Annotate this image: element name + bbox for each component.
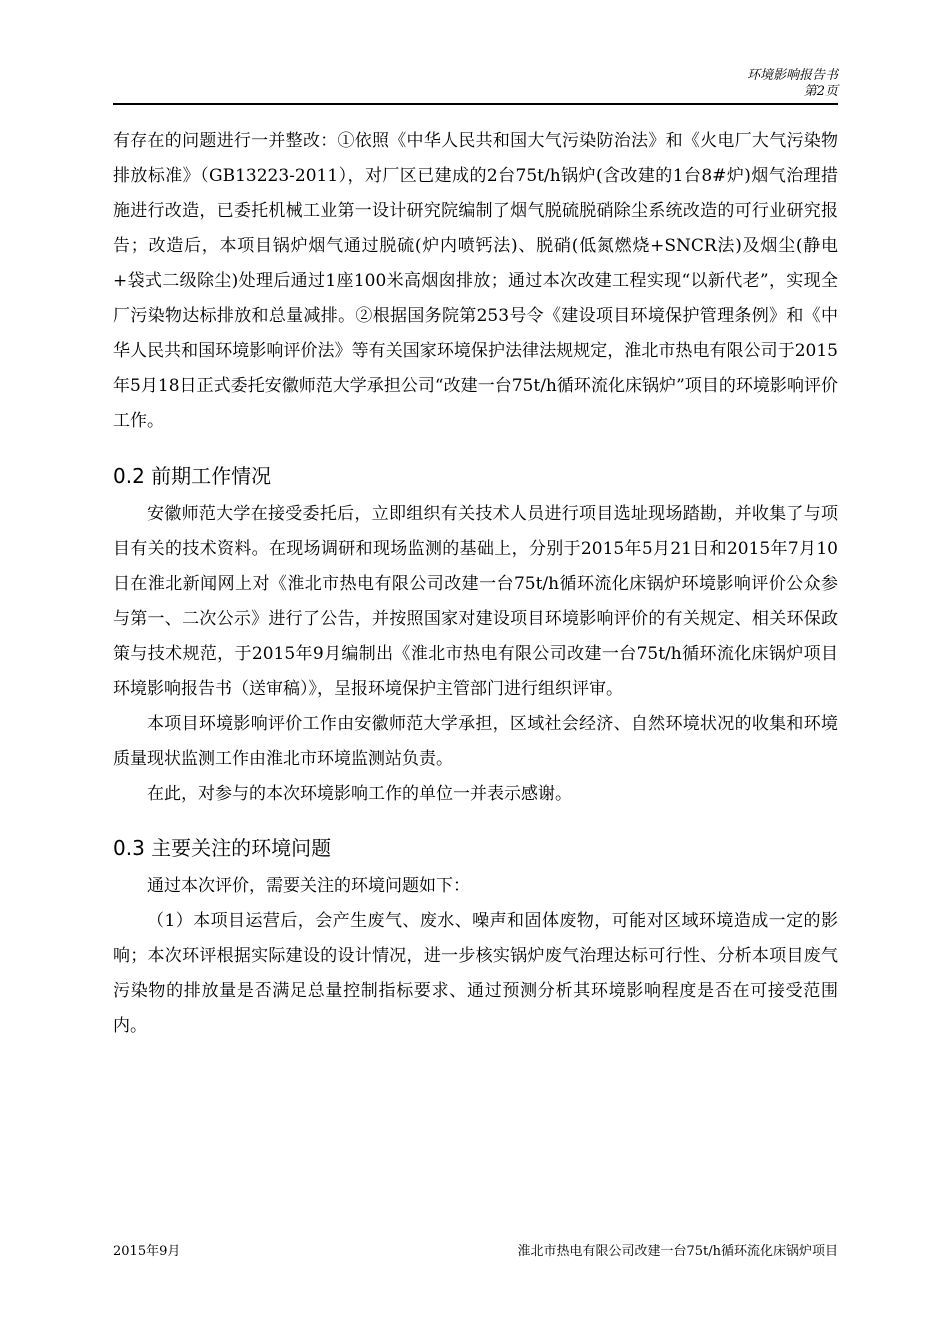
page-number: 第2页	[803, 84, 838, 99]
intro-paragraph: 有存在的问题进行一并整改：①依照《中华人民共和国大气污染防治法》和《火电厂大气污染物排放标准》（GB13223-2011），对厂区已建成的2台75t/h锅炉(含改建的1台8#炉)烟气治理措施进行改造，已委托机械工业第一设计研究院编制了烟气脱硫脱硝除尘系统改造的可行业研究报告；改造后，本项目锅炉烟气通过脱硫(炉内喷钙法)、脱硝(低氮燃烧+SNCR法)及烟尘(静电+袋式二级除尘)处理后通过1座100米高烟囱排放；通过本次改建工程实现“以新代老”，实现全厂污染物达标排放和总量减排。②根据国务院第253号令《建设项目环境保护管理条例》和《中华人民共和国环境影响评价法》等有关国家环境保护法律法规规定，淮北市热电有限公司于2015年5月18日正式委托安徽师范大学承担公司“改建一台75t/h循环流化床锅炉”项目的环境影响评价工作。	[113, 131, 838, 431]
header-divider	[113, 103, 838, 105]
section-heading-0-2: 0.2 前期工作情况	[113, 464, 272, 488]
footer-project-name: 淮北市热电有限公司改建一台75t/h循环流化床锅炉项目	[517, 1244, 838, 1259]
section-0-3-paragraph-2: （1）本项目运营后，会产生废气、废水、噪声和固体废物，可能对区域环境造成一定的影响；本次环评根据实际建设的设计情况，进一步核实锅炉废气治理达标可行性、分析本项目废气污染物的排放量是否满足总量控制指标要求、通过预测分析其环境影响程度是否在可接受范围内。	[113, 911, 838, 1036]
section-0-3-paragraph-1: 通过本次评价，需要关注的环境问题如下：	[147, 876, 470, 896]
page-body	[113, 124, 838, 1044]
page-header	[747, 68, 838, 100]
section-0-2-paragraph-1: 安徽师范大学在接受委托后，立即组织有关技术人员进行项目选址现场踏勘，并收集了与项目有关的技术资料。在现场调研和现场监测的基础上，分别于2015年5月21日和2015年7月10日在淮北新闻网上对《淮北市热电有限公司改建一台75t/h循环流化床锅炉环境影响评价公众参与第一、二次公示》进行了公告，并按照国家对建设项目环境影响评价的有关规定、相关环保政策与技术规范，于2015年9月编制出《淮北市热电有限公司改建一台75t/h循环流化床锅炉项目环境影响报告书（送审稿）》，呈报环境保护主管部门进行组织评审。	[113, 504, 838, 699]
section-0-2-paragraph-3: 在此，对参与的本次环境影响工作的单位一并表示感谢。	[147, 784, 572, 804]
document-title: 环境影响报告书	[746, 68, 838, 83]
footer-date: 2015年9月	[113, 1244, 181, 1259]
section-0-2-paragraph-2: 本项目环境影响评价工作由安徽师范大学承担，区域社会经济、自然环境状况的收集和环境质量现状监测工作由淮北市环境监测站负责。	[113, 714, 838, 769]
section-heading-0-3: 0.3 主要关注的环境问题	[113, 836, 332, 860]
